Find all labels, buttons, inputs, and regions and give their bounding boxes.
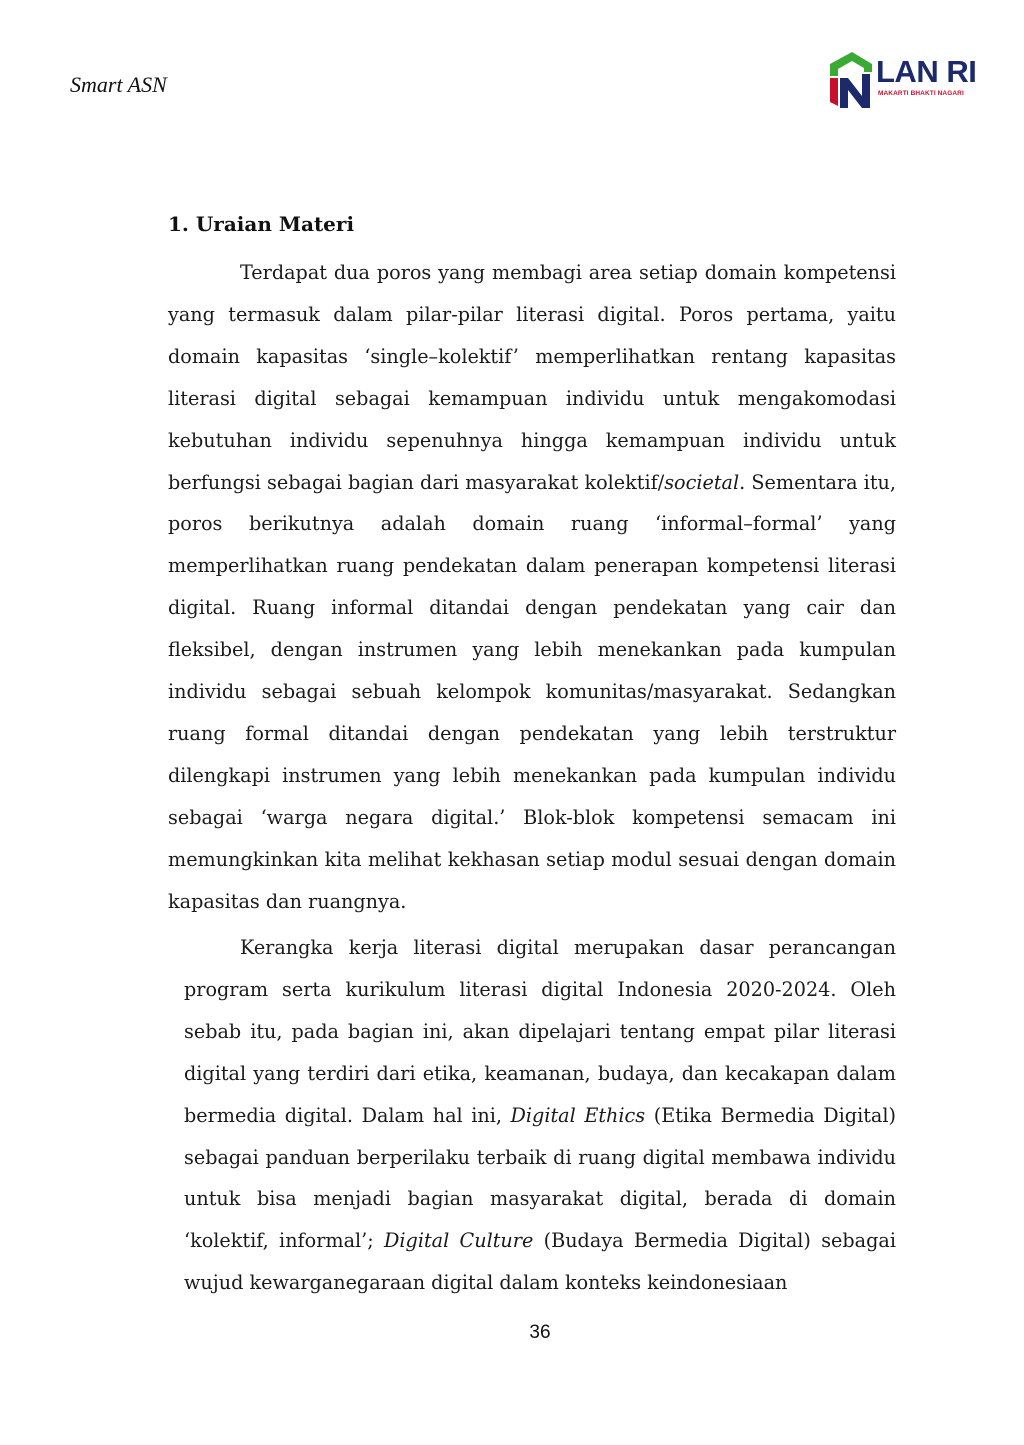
lan-ri-logo [826, 50, 986, 112]
logo-tagline: MAKARTI BHAKTI NAGARI [878, 90, 964, 97]
paragraph-1-italic-term: societal [664, 470, 740, 494]
paragraph-2-italic-term-1: Digital Ethics [510, 1103, 646, 1127]
paragraph-2-text-a: Kerangka kerja literasi digital merupakan dasar perancangan program serta kurikulum literasi digital Indonesia 2020-2024. Oleh sebab itu, pada bagian ini, akan dipelajari tentang empat pilar literasi digital yang terdiri dari etika, keamanan, budaya, dan kecakapan dalam bermedia digital. Dalam hal ini, [184, 936, 896, 1127]
paragraph-2-italic-term-2: Digital Culture [384, 1229, 534, 1253]
lan-ri-emblem-icon [826, 50, 878, 112]
paragraph-2-text-c: (Budaya Bermedia Digital) sebagai wujud kewarganegaraan digital dalam konteks keindonesiaan [184, 1229, 896, 1295]
logo-wordmark: LAN RI [876, 54, 977, 89]
page-number: 36 [529, 1322, 551, 1343]
paragraph-1-text-b: . Sementara itu, poros berikutnya adalah domain ruang ‘informal–formal’ yang memperlihatkan ruang pendekatan dalam penerapan kompetensi literasi digital. Ruang informal ditandai dengan pendekatan yang cair dan fleksibel, dengan instrumen yang lebih menekankan pada kumpulan individu sebagai sebuah kelompok komunitas/masyarakat. Sedangkan ruang formal ditandai dengan pendekatan yang lebih terstruktur dilengkapi instrumen yang lebih menekankan pada kumpulan individu sebagai ‘warga negara digital.’ Blok-blok kompetensi semacam ini memungkinkan kita melihat kekhasan setiap modul sesuai dengan domain kapasitas dan ruangnya. [168, 470, 896, 913]
body-paragraph-2 [184, 927, 896, 1304]
running-header-title: Smart ASN [70, 72, 167, 97]
paragraph-1-text-a: Terdapat dua poros yang membagi area setiap domain kompetensi yang termasuk dalam pilar-pilar literasi digital. Poros pertama, yaitu domain kapasitas ‘single–kolektif’ memperlihatkan rentang kapasitas literasi digital sebagai kemampuan individu untuk mengakomodasi kebutuhan individu sepenuhnya hingga kemampuan individu untuk berfungsi sebagai bagian dari masyarakat kolektif/ [168, 261, 896, 494]
body-paragraph-1 [168, 252, 896, 923]
section-heading: 1. Uraian Materi [168, 212, 355, 236]
paragraph-2-text-b: (Etika Bermedia Digital) sebagai panduan berperilaku terbaik di ruang digital membawa individu untuk bisa menjadi bagian masyarakat digital, berada di domain ‘kolektif, informal’; [184, 1103, 896, 1253]
